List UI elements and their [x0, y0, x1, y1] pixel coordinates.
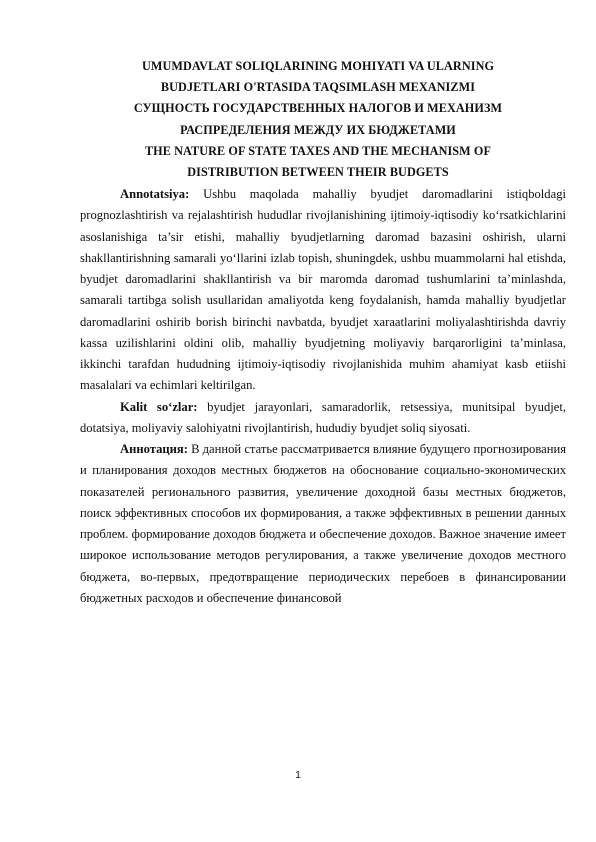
- annotation-uz-text: Ushbu maqolada mahalliy byudjet daromadlarini istiqboldagi prognozlashtirish va rejalashtirish hududlar rivojlanishining ijtimoiy-iqtisodiy ko‘rsatkichlarini asoslanishiga ta’sir etishi, mahalliy byudjetlarning daromad bazasini oshirish, ularni shakllantirishning samarali yo‘llarini izlab topish, shuningdek, ushbu muammolarni hal etishda, byudjet daromadlarini shakllantirish va bir maromda daromad tushumlarini ta’minlashda, samarali tartibga solish usullaridan amaliyotda keng foydalanish, hamda mahalliy byudjetlar daromadlarini oshirib borish birinchi navbatda, byudjet xaraatlarini moliyalashtirishda davriy kassa uzilishlarini oldini olib, mahalliy byudjetning moliyaviy barqarorligini ta’minlasa, ikkinchi tarafdan hududning ijtimoiy-iqtisodiy rivojlanishida muhim ahamiyat kasb etiishi masalalari va echimlari keltirilgan.: [80, 187, 566, 393]
- title-line-uz-2: BUDJETLARI O'RTASIDA TAQSIMLASH MEXANIZMI: [160, 80, 476, 95]
- keywords-uz: [80, 397, 566, 440]
- title-line-en-1: THE NATURE OF STATE TAXES AND THE MECHANISM OF: [144, 143, 492, 158]
- annotation-ru-text: В данной статье рассматривается влияние будущего прогнозирования и планирования доходов местных бюджетов на обоснование социально-экономических показателей регионального развития, увеличение доходной базы местных бюджетов, поиск эффективных способов их формирования, а также эффективных в решении данных проблем. формирование доходов бюджета и обеспечение доходов. Важное значение имеет широкое использование методов регулирования, а также увеличение доходов местного бюджета, во-первых, предотвращение периодических перебоев в финансировании бюджетных расходов и обеспечение финансовой: [80, 442, 566, 605]
- article-body: [80, 184, 566, 609]
- title-line-en-2: DISTRIBUTION BETWEEN THEIR BUDGETS: [187, 165, 449, 180]
- title-line-uz-1: UMUMDAVLAT SOLIQLARINING MOHIYATI VA ULARNING: [141, 59, 495, 73]
- page-number: 1: [295, 770, 301, 781]
- title-line-ru-1: СУЩНОСТЬ ГОСУДАРСТВЕННЫХ НАЛОГОВ И МЕХАНИЗМ: [133, 101, 503, 116]
- article-title: [70, 56, 566, 183]
- annotation-ru: [80, 439, 566, 609]
- title-line-ru-2: РАСПРЕДЕЛЕНИЯ МЕЖДУ ИХ БЮДЖЕТАМИ: [180, 122, 456, 137]
- keywords-uz-text: byudjet jarayonlari, samaradorlik, retsessiya, munitsipal byudjet, dotatsiya, moliyaviy salohiyatni rivojlantirish, hududiy byudjet soliq siyosati.: [80, 399, 566, 435]
- keywords-uz-label: Kalit so‘zlar:: [120, 399, 198, 414]
- annotation-uz: [80, 184, 566, 397]
- annotation-uz-label: Annotatsiya:: [120, 187, 190, 201]
- annotation-ru-label: Аннотация:: [120, 442, 188, 456]
